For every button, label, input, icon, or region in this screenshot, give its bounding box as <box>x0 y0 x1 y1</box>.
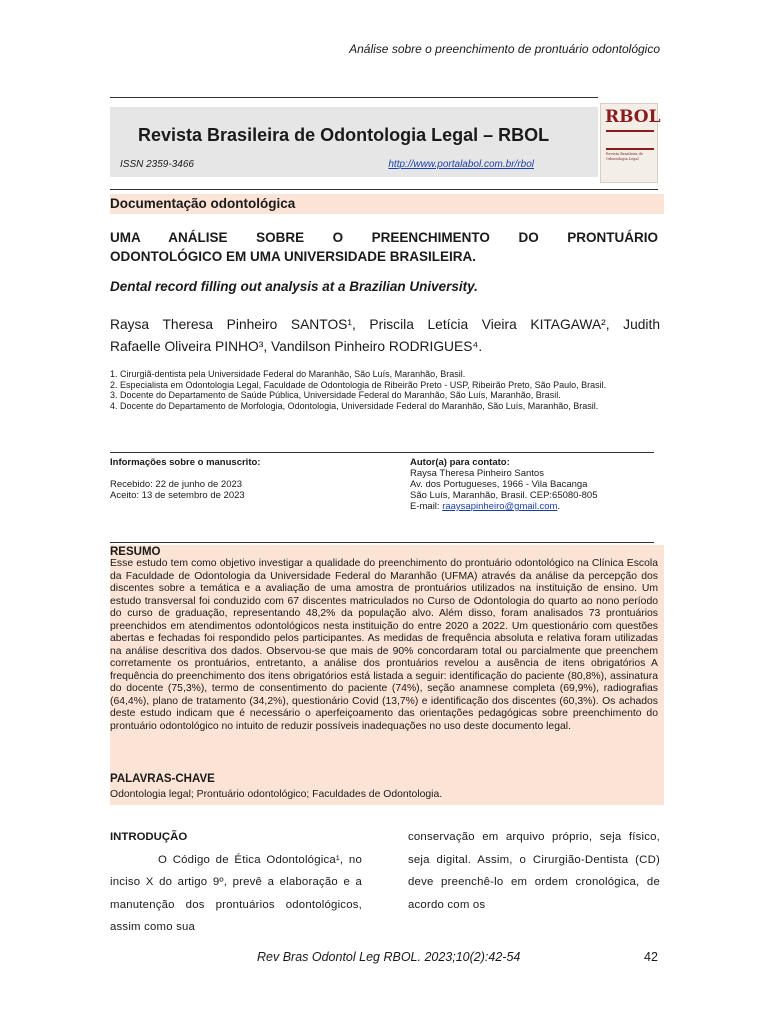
rbol-logo-text: Revista Brasileira de Odontologia Legal <box>606 152 643 161</box>
rbol-logo-mark: RBOL <box>605 107 661 127</box>
section-label: Documentação odontológica <box>110 196 296 211</box>
email-label: E-mail: <box>410 501 443 512</box>
abstract-top-rule <box>110 542 654 543</box>
authors-line-2: Rafaelle Oliveira PINHO³, Vandilson Pinheiro RODRIGUES⁴. <box>110 339 483 354</box>
abstract-body: Esse estudo tem como objetivo investigar a qualidade do preenchimento do prontuário odontológico na Clínica Escola da Faculdade de Odontologia da Universidade Federal do Maranhão (UFMA) através da análise da percepção dos discentes sobre a temática e a avaliação de uma amostra de prontuários utilizados na instituição de ensino. Um estudo transversal foi conduzido com 67 discentes matriculados no Curso de Odontologia do quarto ao nono período do curso de graduação, representando 48,2% da população alvo. Além disso, foram analisados 73 prontuários preenchidos em atendimentos odontológicos nesta instituição do entre 2020 a 2022. Um questionário com questões abertas e fechadas foi respondido pelos participantes. As medidas de frequência absoluta e relativa foram utilizadas na análise descritiva dos dados. Observou-se que mais de 90% concordaram total ou parcialmente que preenchem corretamente os prontuários, entretanto, a análise dos prontuários revelou a ausência de itens obrigatórios A frequência do preenchimento dos itens obrigatórios está listada a seguir: identificação do paciente (80,8%), assinatura do docente (75,3%), termo de consentimento do paciente (74%), seção anamnese completa (69,9%), radiografias (64,4%), plano de tratamento (34,2%), questionário Covid (13,7%) e identificação dos discentes (60,3%). Os achados deste estudo indicam que é necessário o aperfeiçoamento das orientações pedagógicas sobre preenchimento do prontuário odontológico no intuito de reduzir possíveis inadequações no uso deste documento legal. <box>110 558 658 732</box>
body-column-right: conservação em arquivo próprio, seja físico, seja digital. Assim, o Cirurgião-Dentista (CD) deve preenchê-lo em ordem cronológica, de acordo com os <box>408 831 660 911</box>
affiliation-item: 2. Especialista em Odontologia Legal, Faculdade de Odontologia de Ribeirão Preto - USP, Ribeirão Preto, São Paulo, Brasil. <box>110 379 607 390</box>
rbol-logo <box>600 103 661 183</box>
journal-header <box>110 107 598 177</box>
affiliation-item: 4. Docente do Departamento de Morfologia, Odontologia, Universidade Federal do Maranhão, São Luís, Maranhão, Brasil. <box>110 400 599 411</box>
section-bar <box>110 194 664 214</box>
abstract-heading: RESUMO <box>110 546 161 558</box>
email-link[interactable]: raaysapinheiro@gmail.com <box>442 501 558 512</box>
info-top-rule <box>110 452 654 453</box>
article-title-en: Dental record filling out analysis at a Brazilian University. <box>110 279 478 294</box>
journal-title: Revista Brasileira de Odontologia Legal – RBOL <box>138 125 550 145</box>
logo-divider <box>606 130 654 132</box>
contact-info <box>410 457 597 512</box>
top-rule <box>110 97 598 98</box>
title-pt-line-1: UMA ANÁLISE SOBRE O PREENCHIMENTO DO PRONTUÁRIO <box>110 230 658 245</box>
logo-divider <box>606 148 654 150</box>
affiliation-item: 3. Docente do Departamento de Saúde Pública, Universidade Federal do Maranhão, São Luís, Maranhão, Brasil. <box>110 390 561 401</box>
manuscript-heading: Informações sobre o manuscrito: <box>110 457 261 468</box>
authors-line-1: Raysa Theresa Pinheiro SANTOS¹, Priscila Letícia Vieira KITAGAWA², Judith <box>110 317 660 332</box>
accepted-date: Aceito: 13 de setembro de 2023 <box>110 490 245 501</box>
manuscript-info <box>110 457 260 501</box>
email-end: . <box>557 501 561 512</box>
contact-name: Raysa Theresa Pinheiro Santos <box>410 468 544 479</box>
journal-url-link[interactable]: http://www.portalabol.com.br/rbol <box>388 159 534 170</box>
contact-city: São Luís, Maranhão, Brasil. CEP:65080-805 <box>410 490 598 501</box>
keywords-heading: PALAVRAS-CHAVE <box>110 773 215 785</box>
journal-issn: ISSN 2359-3466 <box>120 159 194 170</box>
contact-email-line <box>410 501 597 512</box>
article-title-pt <box>110 228 658 266</box>
contact-address: Av. dos Portugueses, 1966 - Vila Bacanga <box>410 479 588 490</box>
running-head: Análise sobre o preenchimento de prontuário odontológico <box>349 42 660 56</box>
page-number: 42 <box>644 950 658 964</box>
body-column-left <box>110 826 362 939</box>
contact-heading: Autor(a) para contato: <box>410 457 510 468</box>
introduction-heading: INTRODUÇÃO <box>110 831 188 843</box>
affiliation-item: 1. Cirurgiã-dentista pela Universidade Federal do Maranhão, São Luís, Maranhão, Brasil. <box>110 369 466 379</box>
affiliations <box>110 369 658 411</box>
intro-paragraph: O Código de Ética Odontológica¹, no inciso X do artigo 9º, prevê a elaboração e a manutenção dos prontuários odontológicos, assim como sua <box>110 853 362 933</box>
title-pt-line-2: ODONTOLÓGICO EM UMA UNIVERSIDADE BRASILEIRA. <box>110 249 477 264</box>
received-date: Recebido: 22 de junho de 2023 <box>110 479 243 490</box>
section-rule <box>110 189 658 190</box>
author-list <box>110 314 660 358</box>
abstract-box <box>110 545 664 805</box>
footer-citation: Rev Bras Odontol Leg RBOL. 2023;10(2):42-54 <box>257 950 521 964</box>
keywords-text: Odontologia legal; Prontuário odontológico; Faculdades de Odontologia. <box>110 789 443 800</box>
